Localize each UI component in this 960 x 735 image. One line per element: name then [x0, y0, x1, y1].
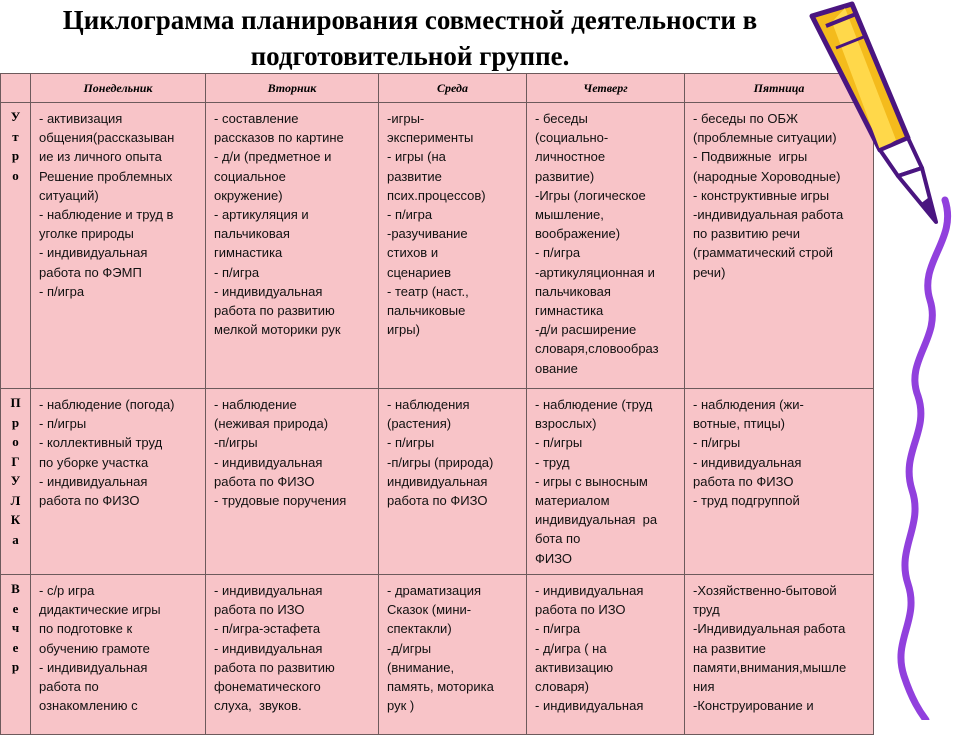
activity-line: - активизация — [39, 111, 123, 126]
activity-line: работа по ИЗО — [214, 602, 305, 618]
title-line-1: Циклограмма планирования совместной деятельности в — [62, 5, 758, 35]
activity-cell — [31, 575, 206, 735]
activity-line: ие из личного опыта — [39, 149, 162, 165]
activity-line: - индивидуальная — [39, 659, 148, 675]
activity-line: (внимание, — [387, 659, 455, 675]
activity-line: игры) — [387, 322, 420, 338]
activity-line: - п/игры — [693, 435, 741, 451]
activity-line: - наблюдение (труд — [535, 397, 653, 412]
activity-line: - индивидуальная — [39, 473, 148, 489]
activity-line: мышление, — [535, 207, 604, 223]
activity-line: - п/игра — [387, 207, 433, 223]
period-letter: р — [11, 414, 20, 430]
activity-line: слуха, звуков. — [214, 698, 302, 714]
day-header: Понедельник — [31, 74, 206, 103]
activity-line: по подготовке к — [39, 621, 133, 637]
activity-line: Сказок (мини- — [387, 602, 472, 618]
activity-line: - индивидуальная — [214, 283, 323, 299]
activity-line: - трудовые поручения — [214, 493, 347, 509]
activity-line: - Подвижные игры — [693, 149, 808, 165]
activity-cell — [379, 575, 527, 735]
period-letter: В — [11, 581, 20, 596]
day-header: Среда — [379, 74, 527, 103]
header-row — [1, 74, 874, 103]
activity-line: - индивидуальная — [535, 583, 644, 598]
corner-cell — [1, 74, 31, 103]
activity-line: обучению грамоте — [39, 640, 150, 656]
pencil-icon — [812, 4, 936, 222]
activity-line: - п/игра — [214, 264, 260, 280]
activity-line: -Игры (логическое — [535, 187, 646, 203]
activity-cell — [527, 389, 685, 575]
activity-line: дидактические игры — [39, 602, 161, 618]
activity-line: взрослых) — [535, 416, 597, 432]
period-letter: о — [12, 434, 19, 449]
activity-line: - с/р игра — [39, 583, 95, 598]
schedule-table — [0, 73, 874, 735]
activity-line: социальное — [214, 168, 286, 184]
activity-line: индивидуальная — [387, 473, 488, 489]
activity-line: работа по ФИЗО — [387, 493, 488, 509]
period-letter: а — [12, 531, 19, 547]
activity-line: - п/игра-эстафета — [214, 621, 321, 637]
activity-line: память, моторика — [387, 679, 494, 695]
activity-line: - труд — [535, 454, 570, 470]
activity-line: -Конструирование и — [693, 698, 814, 714]
activity-cell — [206, 575, 379, 735]
activity-cell — [31, 389, 206, 575]
activity-line: труд — [693, 602, 720, 618]
activity-line: пальчиковая — [214, 226, 290, 242]
activity-line: - игры (на — [387, 149, 446, 165]
activity-line: личностное — [535, 149, 606, 165]
activity-line: -п/игры (природа) — [387, 454, 494, 470]
activity-cell — [379, 103, 527, 389]
activity-line: - конструктивные игры — [693, 187, 830, 203]
day-header: Четверг — [527, 74, 685, 103]
activity-line: работа по ФИЗО — [693, 473, 794, 489]
period-letter: У — [10, 473, 21, 488]
activity-line: - п/игры — [535, 435, 583, 451]
activity-line: ния — [693, 679, 715, 695]
activity-line: рук ) — [387, 698, 415, 714]
activity-cell — [379, 389, 527, 575]
activity-line: ФИЗО — [535, 550, 573, 566]
period-letter: е — [12, 639, 19, 655]
activity-line: бота по — [535, 531, 581, 547]
squiggle-line — [901, 200, 948, 720]
activity-cell — [527, 575, 685, 735]
activity-line: на развитие — [693, 640, 766, 656]
activity-line: общения(рассказыван — [39, 130, 175, 146]
period-letter: П — [10, 395, 21, 410]
activity-line: - д/и (предметное и — [214, 149, 332, 165]
activity-line: -Хозяйственно-бытовой — [693, 583, 837, 598]
activity-line: Решение проблемных — [39, 168, 173, 184]
activity-line: работа по развитию — [214, 659, 335, 675]
activity-line: пальчиковые — [387, 303, 466, 319]
activity-line: работа по ИЗО — [535, 602, 626, 618]
page-title — [0, 2, 820, 74]
activity-cell — [206, 389, 379, 575]
activity-line: развитие) — [535, 168, 595, 184]
period-letter: Л — [10, 492, 21, 508]
activity-line: - наблюдение (погода) — [39, 397, 175, 412]
activity-line: (грамматический строй — [693, 245, 834, 261]
activity-line: активизацию — [535, 659, 614, 675]
activity-line: (народные Хороводные) — [693, 168, 841, 184]
activity-line: по уборке участка — [39, 454, 149, 470]
activity-line: стихов и — [387, 245, 439, 261]
period-letter: ч — [11, 620, 20, 635]
activity-line: - наблюдение — [214, 397, 297, 412]
activity-line: - коллективный труд — [39, 435, 163, 451]
activity-line: сценариев — [387, 264, 452, 280]
activity-line: - игры с выносным — [535, 473, 648, 489]
activity-line: окружение) — [214, 187, 283, 203]
activity-line: - беседы по ОБЖ — [693, 111, 798, 126]
pencil-decoration — [800, 0, 960, 720]
activity-line: работа по развитию — [214, 303, 335, 319]
activity-line: развитие — [387, 168, 442, 184]
activity-line: по развитию речи — [693, 226, 800, 242]
activity-line: - п/игры — [39, 416, 87, 432]
activity-line: -индивидуальная работа — [693, 207, 844, 223]
activity-line: -игры- — [387, 111, 425, 126]
activity-line: (социально- — [535, 130, 609, 146]
table-row — [1, 103, 874, 389]
period-letter: К — [10, 512, 21, 527]
activity-line: - наблюдение и труд в — [39, 207, 174, 223]
activity-line: спектакли) — [387, 621, 452, 637]
activity-line: -Индивидуальная работа — [693, 621, 846, 637]
period-letter: е — [12, 600, 19, 616]
table-row — [1, 389, 874, 575]
activity-line: фонематического — [214, 679, 321, 695]
activity-line: - п/игры — [387, 435, 435, 451]
activity-line: гимнастика — [214, 245, 283, 261]
activity-line: работа по ФИЗО — [39, 493, 140, 509]
activity-line: - наблюдения (жи- — [693, 397, 804, 412]
activity-line: - беседы — [535, 111, 588, 126]
activity-line: словаря,словообраз — [535, 341, 659, 357]
activity-line: уголке природы — [39, 226, 134, 242]
activity-cell — [527, 103, 685, 389]
period-label — [1, 103, 31, 389]
activity-line: - артикуляция и — [214, 207, 309, 223]
activity-line: гимнастика — [535, 303, 604, 319]
activity-line: памяти,внимания,мышле — [693, 659, 847, 675]
activity-line: - п/игра — [39, 283, 85, 299]
activity-cell — [31, 103, 206, 389]
activity-line: - индивидуальная — [693, 454, 802, 470]
period-letter: Г — [11, 453, 20, 469]
activity-line: - индивидуальная — [535, 698, 644, 714]
activity-line: -д/игры — [387, 640, 432, 656]
activity-line: (растения) — [387, 416, 452, 432]
activity-line: - п/игра — [535, 245, 581, 261]
activity-line: - драматизация — [387, 583, 482, 598]
activity-line: -п/игры — [214, 435, 258, 451]
activity-line: рассказов по картине — [214, 130, 344, 146]
activity-line: работа по — [39, 679, 99, 695]
activity-line: речи) — [693, 264, 726, 280]
day-header: Вторник — [206, 74, 379, 103]
activity-line: псих.процессов) — [387, 187, 486, 203]
activity-line: - труд подгруппой — [693, 493, 800, 509]
activity-cell — [206, 103, 379, 389]
activity-line: - индивидуальная — [214, 454, 323, 470]
period-label — [1, 575, 31, 735]
activity-line: - театр (наст., — [387, 283, 469, 299]
activity-line: - наблюдения — [387, 397, 470, 412]
activity-line: мелкой моторики рук — [214, 322, 341, 338]
activity-line: воображение) — [535, 226, 621, 242]
day-header: Пятница — [685, 74, 874, 103]
activity-line: словаря) — [535, 679, 589, 695]
activity-line: (проблемные ситуации) — [693, 130, 837, 146]
period-label — [1, 389, 31, 575]
activity-line: индивидуальная ра — [535, 512, 658, 528]
period-letter: р — [11, 148, 20, 163]
period-letter: т — [12, 128, 19, 144]
activity-line: (неживая природа) — [214, 416, 329, 432]
activity-line: ование — [535, 360, 578, 376]
activity-line: работа по ФЭМП — [39, 264, 142, 280]
activity-line: - индивидуальная — [39, 245, 148, 261]
activity-line: пальчиковая — [535, 283, 611, 299]
period-letter: р — [11, 659, 20, 674]
activity-line: -д/и расширение — [535, 322, 637, 338]
activity-line: -разучивание — [387, 226, 468, 242]
activity-line: вотные, птицы) — [693, 416, 786, 432]
activity-line: эксперименты — [387, 130, 474, 146]
activity-line: -артикуляционная и — [535, 264, 655, 280]
period-letter: о — [12, 167, 19, 183]
title-line-2: подготовительной группе. — [250, 41, 570, 71]
period-letter: У — [10, 109, 21, 124]
table-row — [1, 575, 874, 735]
activity-line: - составление — [214, 111, 299, 126]
activity-line: материалом — [535, 493, 610, 509]
activity-line: работа по ФИЗО — [214, 473, 315, 489]
activity-line: ознакомлению с — [39, 698, 138, 714]
activity-line: - индивидуальная — [214, 583, 323, 598]
activity-line: - п/игра — [535, 621, 581, 637]
activity-line: - д/игра ( на — [535, 640, 607, 656]
activity-line: - индивидуальная — [214, 640, 323, 656]
activity-line: ситуаций) — [39, 187, 99, 203]
